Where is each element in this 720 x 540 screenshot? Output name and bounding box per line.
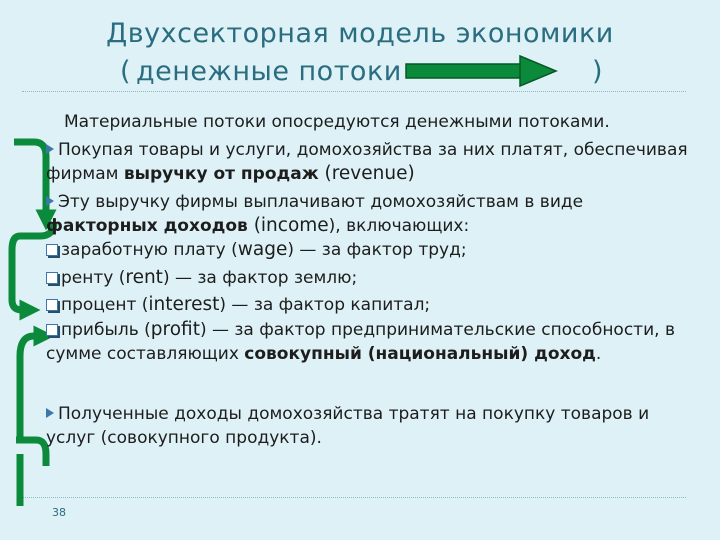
sub-bullet-rent: ренту (rent) — за фактор землю;: [46, 266, 696, 290]
square-bullet-icon: [46, 272, 58, 284]
down-curve-arrow-icon: [14, 142, 46, 220]
square-bullet-icon: [46, 324, 58, 336]
bullet-income: Эту выручку фирмы выплачивают домохозяйствам в виде факторных доходов (income), включающих:: [46, 192, 584, 236]
bullet-spending: Полученные доходы домохозяйства тратят на покупку товаров и услуг (совокупного продукта).: [46, 404, 650, 448]
slide-title-line1: Двухсекторная модель экономики: [106, 18, 614, 49]
title-paren-open: (: [120, 56, 132, 87]
sub-bullet-profit: прибыль (profit) — за фактор предпринимательские способности, в сумме составляющих совокупный (национальный) доход.: [46, 319, 675, 364]
title-right-arrow-icon: [406, 56, 556, 86]
sub-bullet-interest: процент (interest) — за фактор капитал;: [46, 293, 696, 317]
page-number: 38: [52, 506, 66, 519]
title-paren-close: ): [592, 56, 604, 87]
bullet-revenue: Покупая товары и услуги, домохозяйства за них платят, обеспечивая фирмам выручку от продаж (revenue): [46, 140, 688, 184]
title-subtitle: денежные потоки: [136, 56, 402, 87]
triangle-bullet-icon: [46, 408, 54, 418]
square-bullet-icon: [46, 244, 58, 256]
triangle-bullet-icon: [46, 196, 54, 206]
square-bullet-icon: [46, 299, 58, 311]
triangle-bullet-icon: [46, 144, 54, 154]
intro-text: Материальные потоки опосредуются денежными потоками.: [64, 112, 610, 132]
up-curve-arrow-icon: [20, 336, 44, 440]
sub-bullet-wage: заработную плату (wage) — за фактор труд;: [46, 238, 696, 262]
